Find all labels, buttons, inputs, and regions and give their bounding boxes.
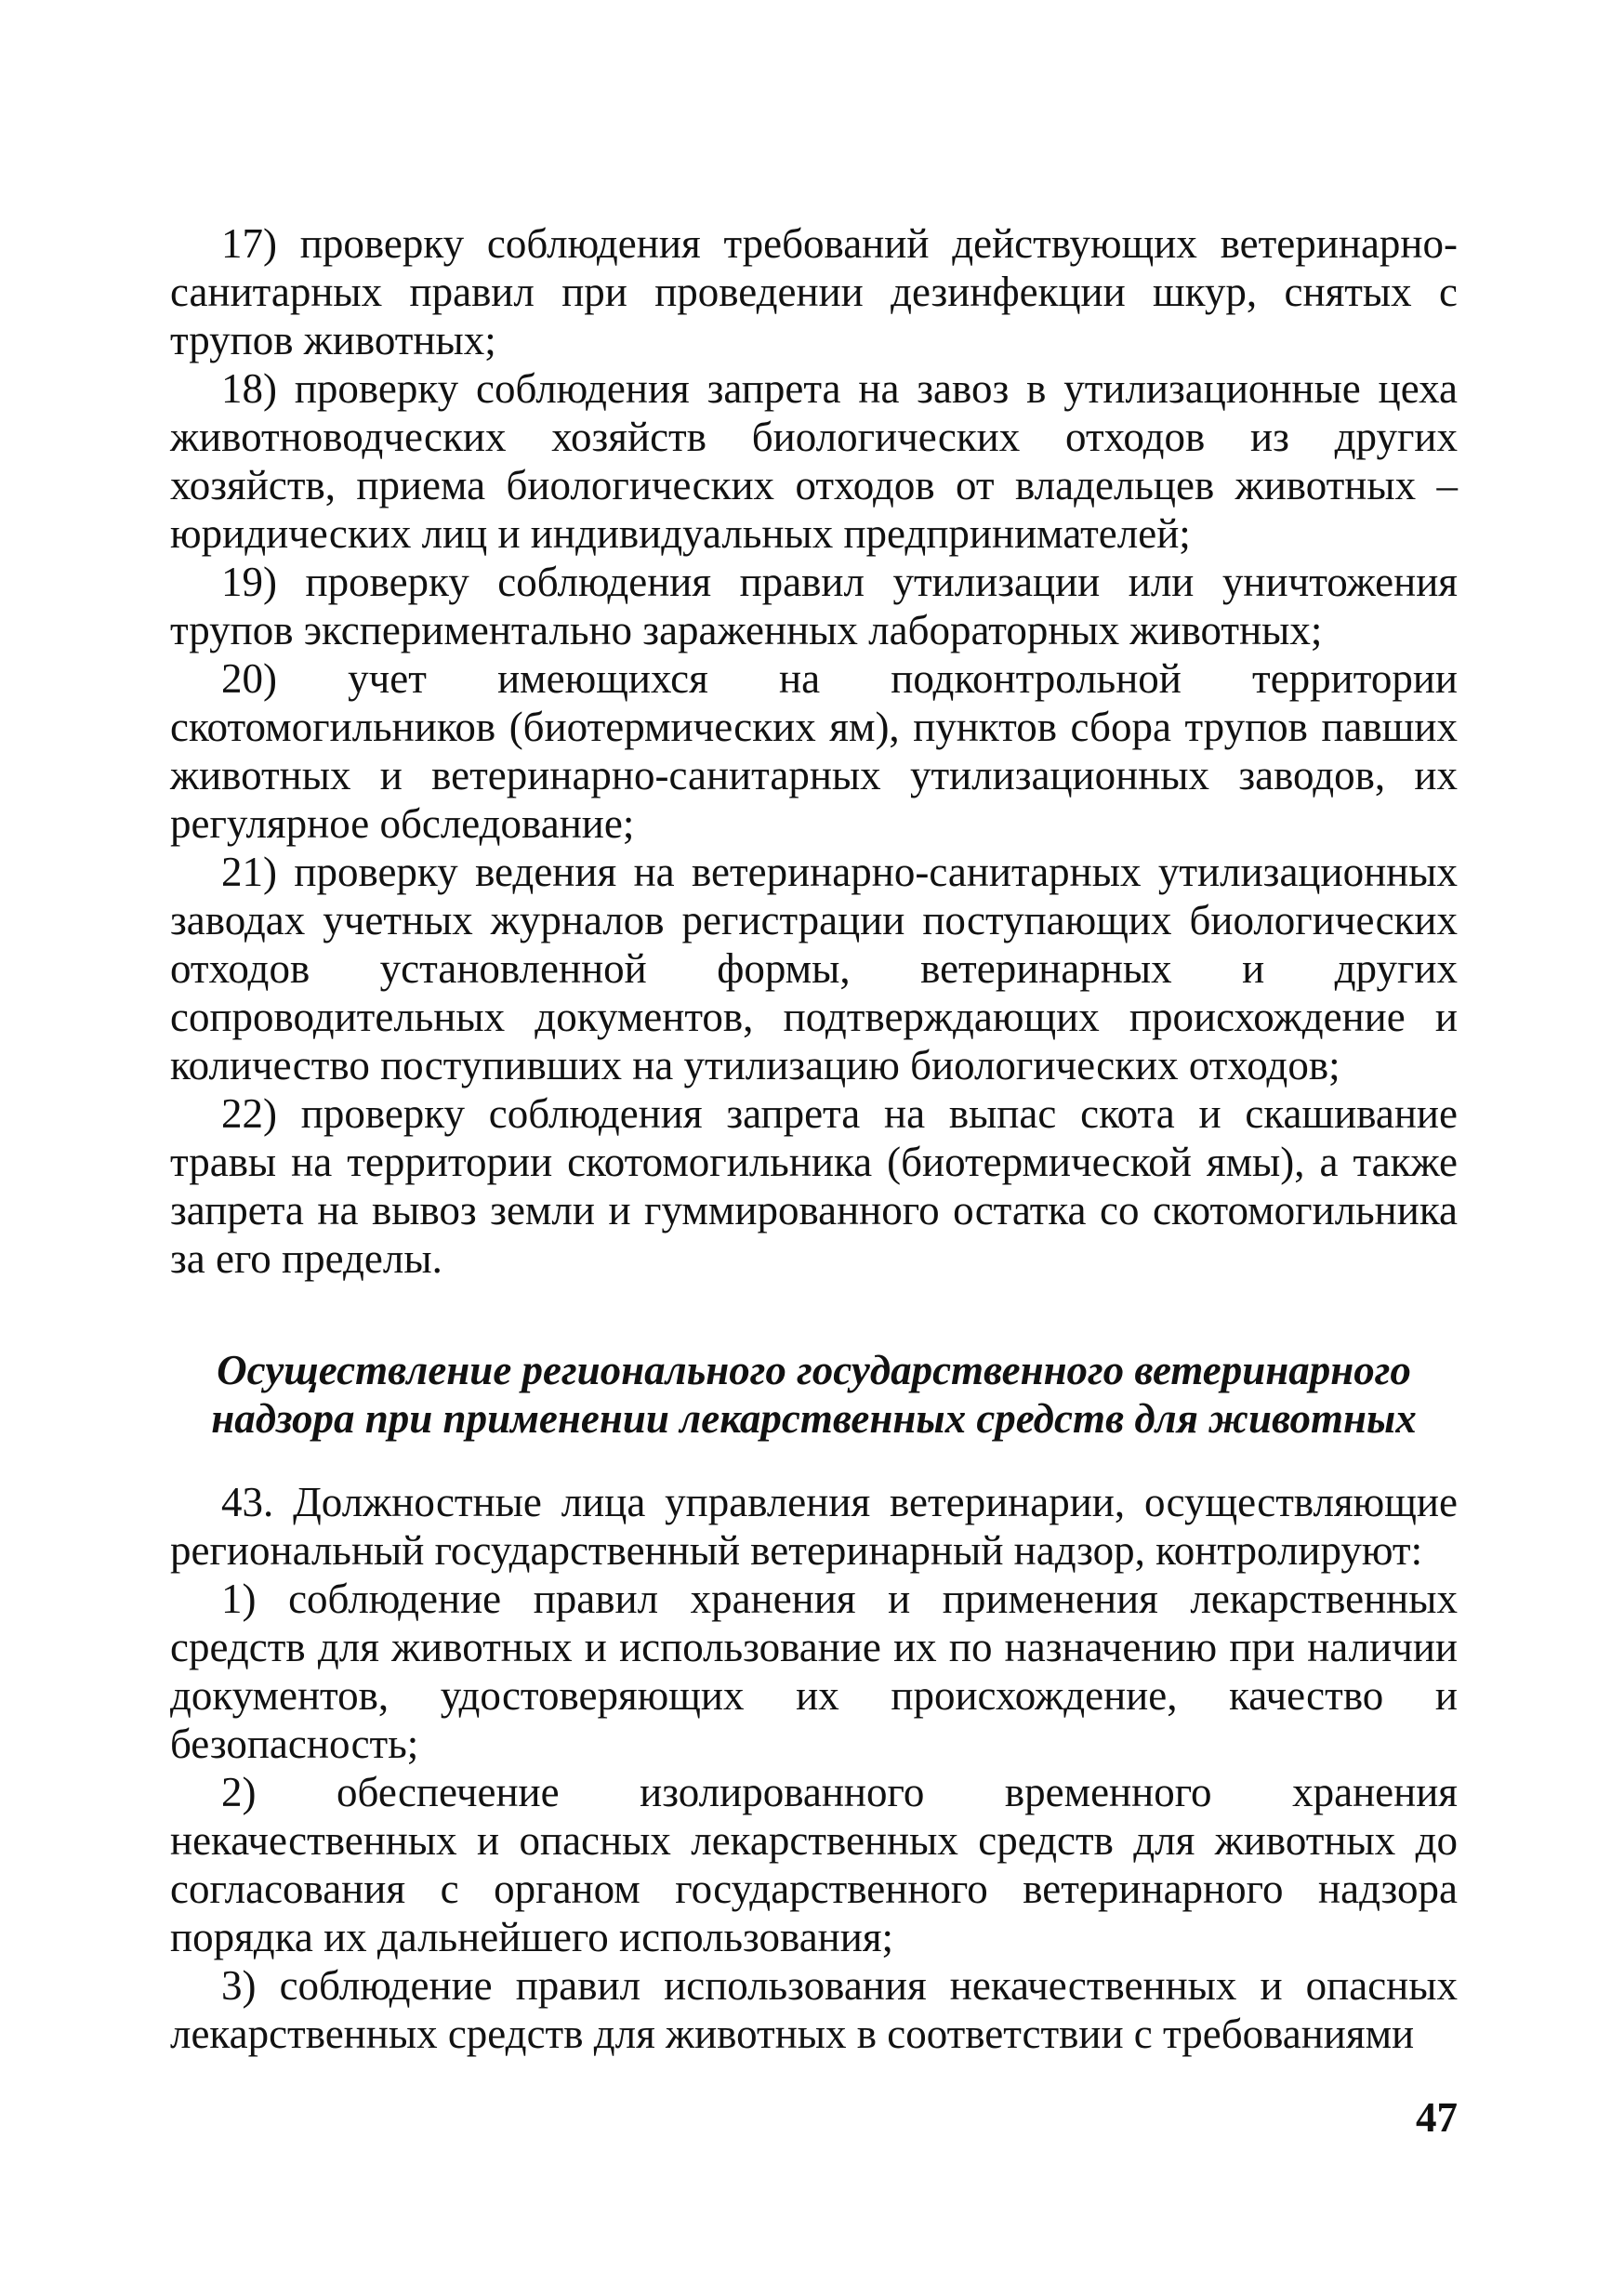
section-heading-line-1: Осуществление регионального государственного ветеринарного <box>217 1347 1411 1393</box>
paragraph-item-3: 3) соблюдение правил использования некачественных и опасных лекарственных средств для животных в соответствии с требованиями <box>170 1962 1458 2057</box>
section-heading <box>170 1346 1458 1443</box>
paragraph-item-18: 18) проверку соблюдения запрета на завоз в утилизационные цеха животноводческих хозяйств биологических отходов из других хозяйств, приема биологических отходов от владельцев животных – юридических лиц и индивидуальных предпринимателей; <box>170 365 1458 557</box>
paragraph-item-21: 21) проверку ведения на ветеринарно-санитарных утилизационных заводах учетных журналов регистрации поступающих биологических отходов установленной формы, ветеринарных и других сопроводительных документов, подтверждающих происхождение и количество поступивших на утилизацию биологических отходов; <box>170 849 1458 1088</box>
page-number: 47 <box>1416 2094 1458 2141</box>
paragraph-item-1: 1) соблюдение правил хранения и применения лекарственных средств для животных и использование их по назначению при наличии документов, удостоверяющих их происхождение, качество и безопасность; <box>170 1576 1458 1767</box>
paragraph-item-20: 20) учет имеющихся на подконтрольной территории скотомогильников (биотермических ям), пунктов сбора трупов павших животных и ветеринарно-санитарных утилизационных заводов, их регулярное обследование; <box>170 655 1458 847</box>
paragraph-item-2: 2) обеспечение изолированного временного хранения некачественных и опасных лекарственных средств для животных до согласования с органом государственного ветеринарного надзора порядка их дальнейшего использования; <box>170 1769 1458 1960</box>
paragraph-item-19: 19) проверку соблюдения правил утилизации или уничтожения трупов экспериментально зараженных лабораторных животных; <box>170 559 1458 653</box>
paragraph-item-22: 22) проверку соблюдения запрета на выпас скота и скашивание травы на территории скотомогильника (биотермической ямы), а также запрета на вывоз земли и гуммированного остатка со скотомогильника за его пределы. <box>170 1090 1458 1282</box>
section-heading-line-2: надзора при применении лекарственных средств для животных <box>211 1395 1417 1442</box>
top-text-block <box>170 219 1458 1283</box>
paragraph-item-17: 17) проверку соблюдения требований действующих ветеринарно-санитарных правил при проведении дезинфекции шкур, снятых с трупов животных; <box>170 220 1458 363</box>
bottom-text-block <box>170 1478 1458 2058</box>
paragraph-article-43: 43. Должностные лица управления ветеринарии, осуществляющие региональный государственный ветеринарный надзор, контролируют: <box>170 1479 1458 1574</box>
